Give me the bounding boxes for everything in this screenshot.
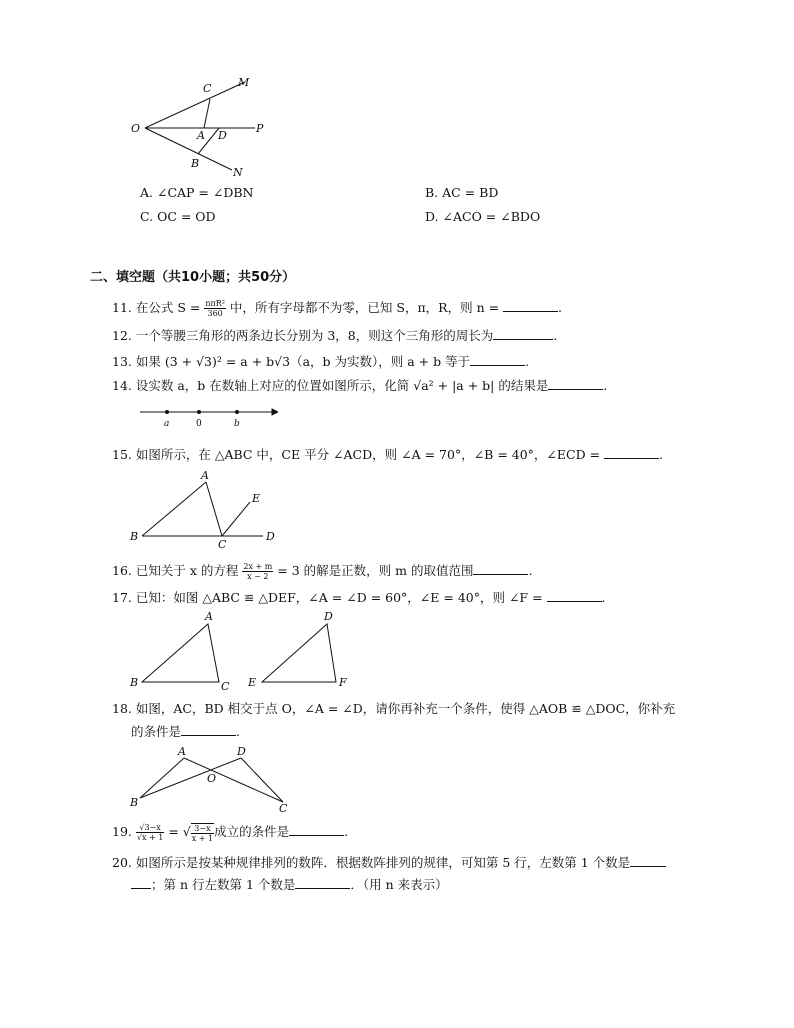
q13-text: 13. 如果 (3 + √3)² = a + b√3（a，b 为实数），则 a + b 等于 [112,354,471,369]
q19-pre: 19. [112,824,136,839]
label-m: M [238,76,250,89]
question-15 [112,445,663,464]
q19-right-num: 3−x [191,824,214,834]
q16-fraction [242,562,273,581]
label-b: B [130,530,139,543]
q19-right-den: x + 1 [191,833,214,843]
q18-line2: 的条件是 [131,724,182,739]
question-20-line2 [131,875,448,894]
answer-blank-20a[interactable] [630,853,666,867]
q12-text: 12. 一个等腰三角形的两条边长分别为 3，8，则这个三角形的周长为 [112,328,494,343]
q14-end: . [603,378,608,393]
point-a [165,410,169,414]
q20-line1: 20. 如图所示是按某种规律排列的数阵．根据数阵排列的规律，可知第 5 行，左数第 1 个数是 [112,855,631,870]
q11-end: . [558,300,563,315]
answer-blank-12[interactable] [493,326,553,340]
answer-blank-19[interactable] [289,822,344,836]
label-f: F [339,676,347,689]
q19-left-num: √3−x [136,823,165,833]
figure-congruent-triangles [128,608,358,692]
label-b: b [234,419,240,429]
answer-blank-20b[interactable] [295,875,350,889]
segment-dc [241,758,283,802]
label-d: D [266,530,275,543]
q16-post: = 3 的解是正数，则 m 的取值范围 [273,563,474,578]
q19-left-fraction [136,823,165,842]
label-a: A [197,129,205,142]
q15-end: . [659,447,664,462]
label-c: C [203,82,212,95]
triangle-def [262,624,336,682]
q11-post: 中，所有字母都不为零，已知 S，π，R，则 n = [225,300,504,315]
segment-bd [140,758,241,798]
label-a: A [201,469,209,482]
side-ac [206,482,222,536]
triangle-abc [142,624,219,682]
label-c: C [221,680,230,692]
label-o: O [131,122,141,135]
figure-number-line [138,403,278,429]
q17-end: . [601,590,606,605]
q19-end: . [344,824,349,839]
option-b[interactable]: B. AC = BD [425,185,499,200]
q20-line2b: ．（用 n 来表示） [350,877,448,892]
question-20-line1 [112,853,666,872]
question-11 [112,298,562,318]
q16-frac-den: x − 2 [247,572,269,581]
bisector-ce [222,502,250,536]
question-16 [112,561,532,581]
q13-end: . [525,354,530,369]
question-18-line2 [131,722,240,741]
label-e: E [252,492,261,505]
label-d: D [218,129,227,142]
number-line-arrow [272,409,278,415]
segment-ca [204,99,210,128]
segment-ac [184,758,283,802]
label-o: O [207,772,217,785]
answer-blank-20a-cont[interactable] [131,875,151,889]
q19-right-fraction [191,823,214,843]
q20-line2a: ；第 n 行左数第 1 个数是 [151,877,296,892]
option-d[interactable]: D. ∠ACO = ∠BDO [425,209,541,224]
q15-text: 15. 如图所示，在 △ABC 中，CE 平分 ∠ACD，则 ∠A = 70°，∠B = 40°，∠ECD = [112,447,605,462]
segment-ba [140,758,184,798]
label-c: C [279,802,288,814]
question-13 [112,352,529,371]
question-17 [112,588,606,607]
point-zero [197,410,201,414]
answer-blank-15[interactable] [604,445,659,459]
label-a: a [164,419,170,429]
label-n: N [233,166,243,179]
q18-end: . [236,724,240,739]
q14-text: 14. 设实数 a，b 在数轴上对应的位置如图所示，化简 √a² + |a + b| 的结果是 [112,378,549,393]
figure-rays [125,72,275,182]
label-b: B [130,676,139,689]
label-p: P [256,122,264,135]
q11-pre: 11. 在公式 S = [112,300,205,315]
q12-end: . [553,328,558,343]
q19-left-den: √x + 1 [136,833,164,842]
question-12 [112,326,557,345]
option-c[interactable]: C. OC = OD [140,209,216,224]
q16-end: . [528,563,533,578]
ray-om [145,82,245,128]
label-b: B [191,157,200,170]
answer-blank-16[interactable] [473,561,528,575]
q18-line1: 18. 如图，AC，BD 相交于点 O，∠A = ∠D，请你再补充一个条件，使得 △AOB ≌ △DOC，你补充 [112,701,676,716]
label-c: C [218,538,227,551]
q16-frac-num: 2x + m [243,562,273,571]
label-d: D [324,610,333,623]
label-e: E [248,676,257,689]
option-a[interactable]: A. ∠CAP = ∠DBN [140,185,254,200]
label-d: D [237,745,246,758]
figure-bowtie [128,742,298,814]
answer-blank-17[interactable] [547,588,602,602]
answer-blank-18[interactable] [181,722,236,736]
answer-blank-14[interactable] [548,376,603,390]
label-a: A [178,745,186,758]
label-zero: 0 [196,419,202,429]
label-a: A [205,610,213,623]
q19-post: 成立的条件是 [214,824,290,839]
section-title: 二、填空题（共10小题；共50分） [90,270,296,285]
question-19: 19. $\frac{√3-x}{√x + 1}$ = √ $\frac{3-x}{x + 1}$ 成立的条件是 . [112,823,349,843]
question-14 [112,376,607,395]
point-b [235,410,239,414]
figure-triangle-bisector [128,468,283,552]
answer-blank-11[interactable] [503,298,558,312]
question-18-line1 [112,700,675,718]
q17-text: 17. 已知：如图 △ABC ≌ △DEF，∠A = ∠D = 60°，∠E = 40°，则 ∠F = [112,590,547,605]
label-b: B [130,796,139,809]
q11-fraction [204,299,226,318]
answer-blank-13[interactable] [470,352,525,366]
q16-pre: 16. 已知关于 x 的方程 [112,563,243,578]
q11-frac-num: nπR² [205,299,225,308]
side-ba [142,482,206,536]
q11-frac-den: 360 [207,309,223,318]
